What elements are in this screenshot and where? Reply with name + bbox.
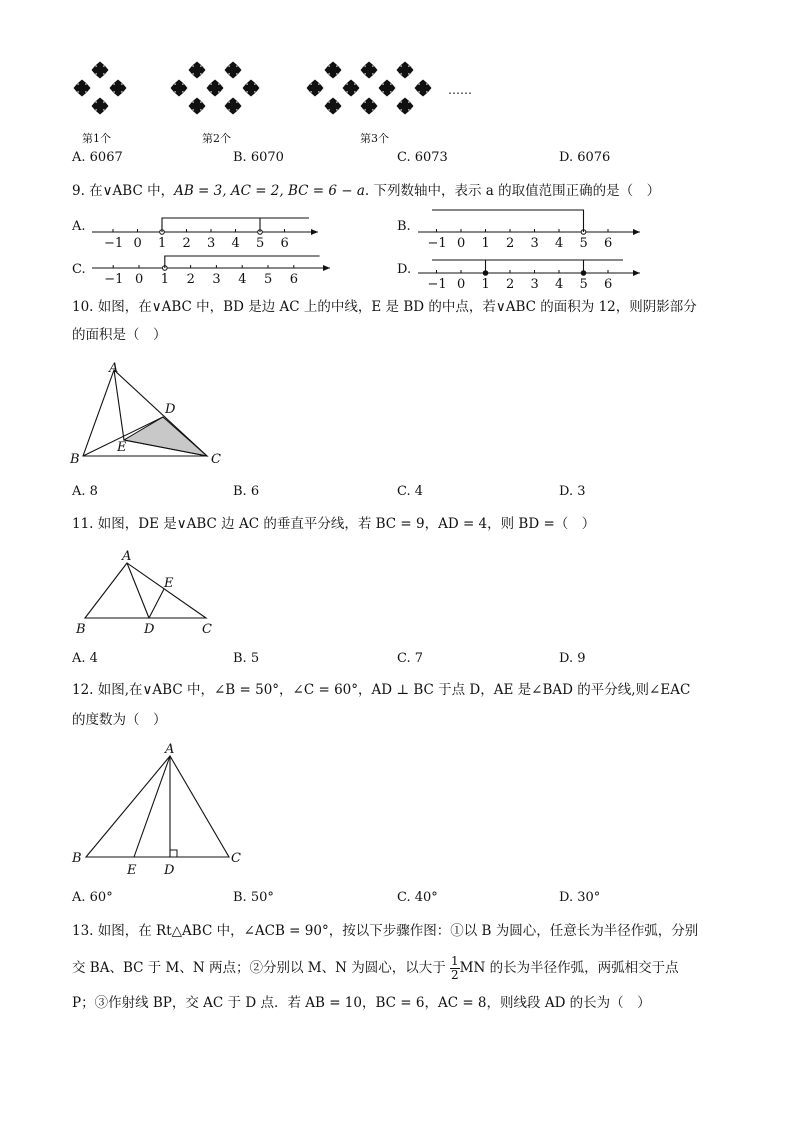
q9-line-b-tick-label: 4 [555, 236, 564, 251]
cross-motif-icon [225, 98, 242, 115]
q9-line-b-tick-label: 3 [530, 236, 539, 251]
q9-stem [72, 181, 660, 201]
q13-stem-line2 [72, 951, 679, 985]
q9-line-b-tick-label: 2 [506, 236, 515, 251]
q12-label-b: B [72, 851, 82, 866]
q11-segment-de [149, 589, 164, 618]
cross-motif-icon [92, 62, 109, 79]
cross-motif-icon [343, 80, 360, 97]
q11-option-d[interactable]: D. 9 [559, 651, 586, 666]
cross-motif-icon [189, 98, 206, 115]
q8-caption-1: 第1个 [82, 132, 111, 145]
cross-motif-icon [189, 62, 206, 79]
q9-stem-suffix: . 下列数轴中，表示 a 的取值范围正确的是（ ） [364, 183, 661, 199]
q9-line-c-tick-label: 6 [289, 272, 299, 287]
q9-option-a-letter[interactable]: A. [72, 219, 86, 234]
q9-line-c-tick-label: 0 [135, 272, 144, 287]
q9-line-a-tick-label: −1 [104, 236, 124, 251]
q12-option-c[interactable]: C. 40° [397, 890, 438, 905]
q9-line-a-arrow-icon [311, 229, 318, 235]
cross-motif-icon [225, 62, 242, 79]
q10-label-e: E [117, 440, 127, 455]
q10-option-b[interactable]: B. 6 [233, 484, 260, 499]
q9-option-c-letter[interactable]: C. [72, 262, 86, 277]
cross-motif-icon [74, 80, 91, 97]
cross-motif-icon [325, 62, 342, 79]
q9-line-a-tick-label: 5 [256, 236, 265, 251]
q9-line-b-tick-label: 0 [457, 236, 466, 251]
q8-caption-3: 第3个 [360, 132, 389, 145]
q9-line-c-arrow-icon [323, 265, 330, 271]
q9-line-d-tick-label: 4 [555, 277, 564, 292]
q12-right-angle-mark [170, 850, 177, 857]
q9-line-b-range-bracket [432, 210, 584, 232]
q9-line-a-tick-label: 6 [280, 236, 289, 251]
q9-line-c-tick-label: 1 [160, 272, 170, 287]
q9-line-b-arrow-icon [633, 229, 640, 235]
q12-label-a: A [165, 742, 175, 757]
q9-line-b-tick-label: 6 [604, 236, 613, 251]
q9-line-c-tick-label: −1 [104, 272, 124, 287]
q12-triangle-figure [0, 740, 794, 880]
q9-line-c-tick-label: 4 [238, 272, 247, 287]
q9-line-d-arrow-icon [633, 270, 640, 276]
q10-shaded-region [124, 417, 207, 456]
cross-motif-icon [171, 80, 188, 97]
q10-label-b: B [70, 452, 80, 467]
q9-line-d-tick-label: 2 [506, 277, 515, 292]
q8-option-b[interactable]: B. 6070 [233, 150, 284, 165]
q11-label-a: A [122, 549, 132, 564]
q11-label-b: B [76, 622, 86, 637]
q8-option-c[interactable]: C. 6073 [397, 150, 448, 165]
cross-motif-icon [207, 80, 224, 97]
q11-stem: 11. 如图，DE 是∨ABC 边 AC 的垂直平分线，若 BC = 9，AD = 4，则 BD =（ ） [72, 516, 596, 532]
q10-label-a: A [109, 361, 119, 376]
q8-option-d[interactable]: D. 6076 [559, 150, 611, 165]
q9-line-c-tick-label: 5 [264, 272, 273, 287]
q12-option-d[interactable]: D. 30° [559, 890, 601, 905]
q13-frac-denominator: 2 [451, 968, 459, 982]
q9-line-a-tick-label: 1 [158, 236, 167, 251]
q10-triangle-figure [0, 355, 794, 475]
q9-line-d-tick-label: 3 [530, 277, 539, 292]
cross-motif-icon [415, 80, 432, 97]
q11-label-e: E [164, 576, 174, 591]
cross-motif-icon [325, 98, 342, 115]
q11-label-d: D [144, 622, 155, 637]
q8-caption-2: 第2个 [202, 132, 231, 145]
q9-line-d-tick-label: −1 [427, 277, 447, 292]
q8-ellipsis: …… [448, 83, 472, 97]
q11-option-a[interactable]: A. 4 [72, 651, 98, 666]
q10-option-c[interactable]: C. 4 [397, 484, 424, 499]
cross-motif-icon [307, 80, 324, 97]
q9-stem-math: AB = 3, AC = 2, BC = 6 − a [174, 183, 365, 199]
q10-segment-ae [114, 370, 124, 440]
q11-label-c: C [202, 622, 212, 637]
q10-stem-line1: 10. 如图，在∨ABC 中，BD 是边 AC 上的中线，E 是 BD 的中点，若∨ABC 的面积为 12，则阴影部分 [72, 299, 697, 315]
q13-fraction-half [450, 955, 460, 982]
q8-pattern-figure [0, 0, 794, 120]
q9-line-d-tick-label: 6 [604, 277, 613, 292]
cross-motif-icon [397, 62, 414, 79]
q10-option-d[interactable]: D. 3 [559, 484, 586, 499]
q11-option-b[interactable]: B. 5 [233, 651, 260, 666]
q9-line-a-tick-label: 2 [182, 236, 191, 251]
q9-line-a-tick-label: 3 [207, 236, 216, 251]
q9-line-a-tick-label: 4 [231, 236, 240, 251]
q9-option-d-letter[interactable]: D. [397, 262, 412, 277]
q13-line2-part2: MN 的长为半径作弧，两弧相交于点 [459, 960, 679, 976]
q9-line-b-tick-label: −1 [427, 236, 447, 251]
q8-option-a[interactable]: A. 6067 [72, 150, 123, 165]
q10-label-d: D [165, 402, 176, 417]
cross-motif-icon [397, 98, 414, 115]
q13-stem-line3: P；③作射线 BP，交 AC 于 D 点．若 AB = 10，BC = 6，AC = 8，则线段 AD 的长为（ ） [72, 995, 651, 1011]
q12-label-d: D [164, 863, 175, 878]
q13-frac-numerator: 1 [451, 954, 459, 968]
q11-triangle-figure [0, 545, 794, 645]
q10-label-c: C [211, 452, 221, 467]
q9-line-d-tick-label: 5 [579, 277, 588, 292]
q12-label-c: C [231, 851, 241, 866]
q9-line-a-tick-label: 0 [133, 236, 142, 251]
cross-motif-icon [110, 80, 127, 97]
q13-stem-line1: 13. 如图，在 Rt△ABC 中，∠ACB = 90°，按以下步骤作图：①以 B 为圆心，任意长为半径作弧，分别 [72, 923, 699, 939]
q12-label-e: E [127, 863, 137, 878]
cross-motif-icon [361, 98, 378, 115]
cross-motif-icon [92, 98, 109, 115]
q13-line2-part1: 交 BA、BC 于 M、N 两点；②分别以 M、N 为圆心，以大于 [72, 960, 446, 976]
q12-segment-ae [134, 756, 170, 857]
q9-line-c-tick-label: 3 [212, 272, 221, 287]
q12-option-a[interactable]: A. 60° [72, 890, 113, 905]
q12-triangle-abc [86, 756, 229, 857]
q10-stem-line2: 的面积是（ ） [72, 327, 167, 343]
q9-stem-prefix: 9. 在∨ABC 中， [72, 183, 175, 199]
cross-motif-icon [243, 80, 260, 97]
q9-number-lines [0, 200, 794, 300]
q9-option-b-letter[interactable]: B. [397, 219, 411, 234]
q9-line-b-tick-label: 5 [579, 236, 588, 251]
cross-motif-icon [361, 62, 378, 79]
q10-option-a[interactable]: A. 8 [72, 484, 98, 499]
cross-motif-icon [379, 80, 396, 97]
q9-line-d-tick-label: 0 [457, 277, 466, 292]
q9-line-c-tick-label: 2 [186, 272, 195, 287]
q9-line-d-tick-label: 1 [481, 277, 490, 292]
q12-option-b[interactable]: B. 50° [233, 890, 274, 905]
q12-stem-line2: 的度数为（ ） [72, 712, 167, 728]
q11-option-c[interactable]: C. 7 [397, 651, 424, 666]
q9-line-b-tick-label: 1 [481, 236, 490, 251]
q12-stem-line1: 12. 如图,在∨ABC 中，∠B = 50°，∠C = 60°，AD ⊥ BC 于点 D，AE 是∠BAD 的平分线,则∠EAC [72, 682, 691, 698]
